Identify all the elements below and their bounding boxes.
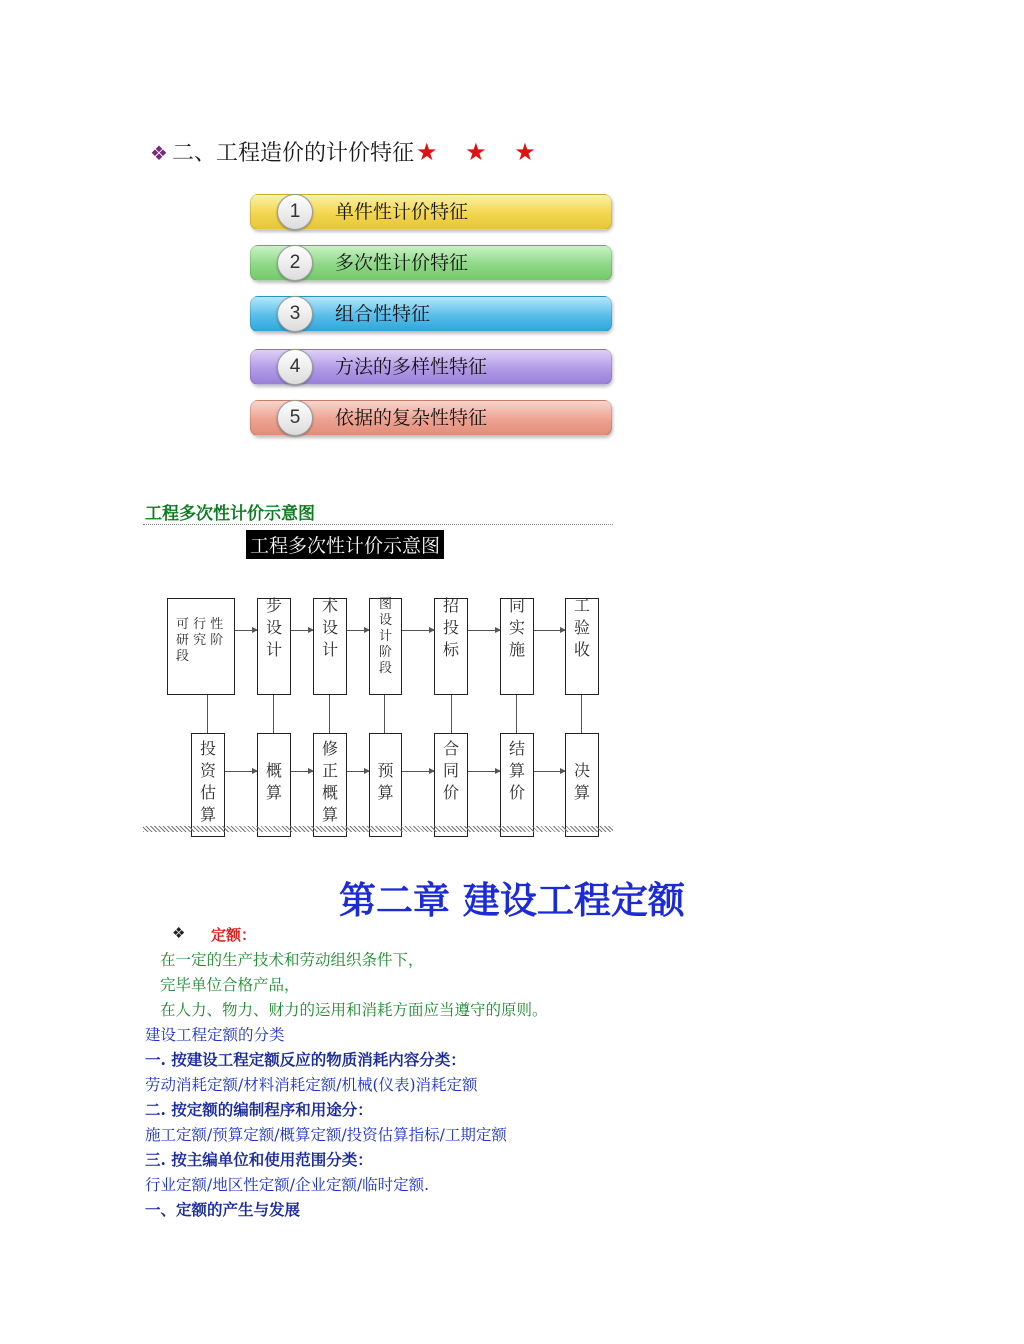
- section-title: 二、工程造价的计价特征: [171, 141, 414, 166]
- feature-label: 多次性计价特征: [335, 252, 469, 274]
- classification-heading: 二. 按定额的编制程序和用途分：: [145, 1100, 373, 1119]
- diagram-ground-hatch: [143, 826, 613, 832]
- price-label: 修 正 概 算: [321, 739, 338, 824]
- price-box-revised-estimate: [313, 733, 347, 837]
- connector-line: [273, 694, 274, 734]
- stage-box-acceptance: [565, 598, 599, 695]
- stage-label: 工 验 收: [573, 596, 590, 659]
- price-label: 概 算: [265, 761, 282, 802]
- classification-heading: 一. 按建设工程定额反应的物质消耗内容分类：: [145, 1050, 466, 1069]
- definition-label: 定额：: [211, 926, 257, 944]
- feature-bar-1: [250, 194, 612, 230]
- flow-arrow: [347, 630, 369, 631]
- chapter-title: 第二章 建设工程定额: [339, 878, 685, 922]
- section-heading-origin: 一、定额的产生与发展: [145, 1200, 301, 1219]
- stage-label: 图 设 计 阶 段: [378, 597, 392, 676]
- stage-box-preliminary-design: [257, 598, 291, 695]
- classification-content: 施工定额/预算定额/概算定额/投资估算指标/工期定额: [145, 1126, 507, 1144]
- flow-arrow: [225, 771, 257, 772]
- price-label: 投 资 估 算: [199, 739, 216, 824]
- stage-label: 步 设 计: [265, 596, 282, 659]
- connector-line: [581, 694, 582, 734]
- feature-number-badge: 3: [277, 296, 313, 332]
- flow-arrow: [347, 771, 369, 772]
- price-box-construction-budget: [369, 733, 402, 837]
- price-label: 预 算: [377, 761, 394, 802]
- connector-line: [516, 694, 517, 734]
- price-label: 合 同 价: [442, 739, 459, 802]
- stage-label: 术 设 计: [321, 596, 338, 659]
- connector-line: [329, 694, 330, 734]
- stage-box-contract-execution: [500, 598, 534, 695]
- connector-line: [451, 694, 452, 734]
- stage-box-feasibility: [167, 598, 235, 695]
- stage-label: 招 投 标: [442, 596, 459, 659]
- feature-bar-5: [250, 400, 612, 436]
- flow-arrow: [235, 630, 257, 631]
- flow-arrow: [468, 771, 500, 772]
- feature-number-badge: 5: [277, 400, 313, 436]
- flow-arrow: [291, 771, 313, 772]
- flow-arrow: [534, 771, 565, 772]
- definition-line: 完毕单位合格产品，: [160, 976, 300, 994]
- flow-arrow: [468, 630, 500, 631]
- price-box-contract-price: [434, 733, 468, 837]
- stage-box-technical-design: [313, 598, 347, 695]
- price-label: 结 算 价: [508, 739, 525, 802]
- price-box-settlement-price: [500, 733, 534, 837]
- flow-arrow: [402, 771, 434, 772]
- flow-arrow: [402, 630, 434, 631]
- classification-title: 建设工程定额的分类: [145, 1026, 285, 1044]
- definition-line: 在一定的生产技术和劳动组织条件下，: [160, 951, 424, 969]
- classification-content: 劳动消耗定额/材料消耗定额/机械(仪表)消耗定额: [145, 1076, 478, 1094]
- diagram-heading-link[interactable]: 工程多次性计价示意图: [145, 504, 315, 524]
- star-rating-icon: ★ ★ ★: [415, 138, 546, 166]
- classification-heading: 三. 按主编单位和使用范围分类：: [145, 1150, 373, 1169]
- flow-arrow: [291, 630, 313, 631]
- feature-bar-2: [250, 245, 612, 281]
- section-heading: [150, 136, 546, 167]
- stage-label: 可 行 性 研 究 阶 段: [176, 617, 224, 664]
- feature-label: 方法的多样性特征: [335, 356, 488, 378]
- flow-arrow: [534, 630, 565, 631]
- feature-label: 单件性计价特征: [335, 201, 469, 223]
- price-box-investment-estimate: [191, 733, 225, 837]
- feature-bar-4: [250, 349, 612, 385]
- feature-number-badge: 2: [277, 245, 313, 281]
- stage-label: 同 实 施: [508, 596, 525, 659]
- feature-label: 组合性特征: [335, 303, 431, 325]
- pricing-flow-diagram: [143, 596, 615, 833]
- stage-box-bidding: [434, 598, 468, 695]
- connector-line: [207, 694, 208, 734]
- definition-line: 在人力、物力、财力的运用和消耗方面应当遵守的原则。: [160, 1001, 548, 1019]
- connector-line: [384, 694, 385, 734]
- dotted-divider: [143, 524, 613, 525]
- feature-label: 依据的复杂性特征: [335, 407, 488, 429]
- diamond-bullet-icon: ❖: [172, 924, 186, 942]
- feature-bar-3: [250, 296, 612, 332]
- classification-content: 行业定额/地区性定额/企业定额/临时定额.: [145, 1176, 430, 1194]
- stage-box-construction-drawing: [369, 598, 402, 695]
- price-box-final-accounts: [565, 733, 599, 837]
- diamond-bullet-icon: ❖: [150, 141, 168, 165]
- diagram-boxed-title: 工程多次性计价示意图: [246, 530, 444, 559]
- price-label: 决 算: [573, 761, 590, 802]
- feature-number-badge: 4: [277, 349, 313, 385]
- feature-number-badge: 1: [277, 194, 313, 230]
- price-box-budget-estimate: [257, 733, 291, 837]
